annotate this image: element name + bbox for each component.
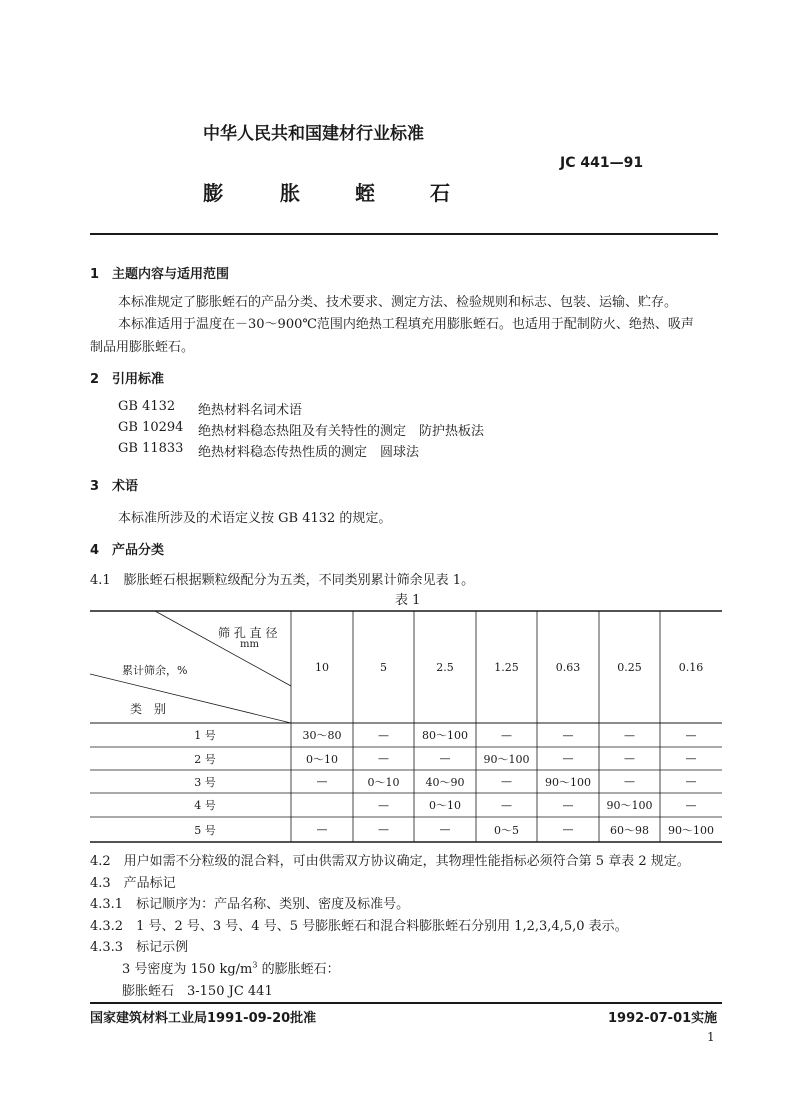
table-cell: — xyxy=(316,775,328,788)
table-cell: — xyxy=(624,728,635,742)
standard-number: JC 441—91 xyxy=(560,155,644,171)
section-1-heading: 1 主题内容与适用范围 xyxy=(90,267,230,282)
ref-code: GB 11833 xyxy=(118,441,184,456)
table-cell: 90～100 xyxy=(606,799,653,812)
approval-line: 国家建筑材料工业局1991-09-20批准 xyxy=(90,1011,317,1026)
table-cell: — xyxy=(562,752,574,765)
column-header: 5 xyxy=(380,660,387,674)
ref-code: GB 4132 xyxy=(118,399,176,414)
table-cell: 60～98 xyxy=(610,823,649,837)
clause-4-3-1: 4.3.1 标记顺序为：产品名称、类别、密度及标准号。 xyxy=(90,897,410,912)
page-number: 1 xyxy=(707,1030,715,1044)
org-title: 中华人民共和国建材行业标准 xyxy=(203,124,424,144)
clause-4-3-2: 4.3.2 1 号、2 号、3 号、4 号、5 号膨胀蛭石和混合料膨胀蛭石分别用 1,2,3,4,5,0 表示。 xyxy=(90,919,628,934)
table-cell: — xyxy=(685,775,697,788)
column-header: 2.5 xyxy=(436,660,454,674)
clause-4-2: 4.2 用户如需不分粒级的混合料，可由供需双方协议确定，其物理性能指标必须符合第 5 章表 2 规定。 xyxy=(90,854,690,869)
footer-rule xyxy=(90,1002,722,1004)
clause-4-3: 4.3 产品标记 xyxy=(90,876,176,891)
table-cell: — xyxy=(378,823,389,836)
table-cell: — xyxy=(439,752,451,765)
table-cell: — xyxy=(562,823,574,836)
section-1-paragraph-1: 本标准规定了膨胀蛭石的产品分类、技术要求、测定方法、检验规则和标志、包装、运输、贮存。 xyxy=(118,295,678,310)
table-cell: 0～10 xyxy=(429,799,461,812)
column-header: 10 xyxy=(315,660,329,674)
row-label: 2 号 xyxy=(194,752,216,766)
section-4-heading: 4 产品分类 xyxy=(90,543,165,558)
section-2-heading: 2 引用标准 xyxy=(90,372,165,387)
table-cell: 90～100 xyxy=(668,823,714,837)
row-label: 3 号 xyxy=(194,775,216,789)
table-cell: 0～5 xyxy=(494,823,519,837)
section-1-paragraph-2-cont: 制品用膨胀蛭石。 xyxy=(90,340,195,355)
table-cell: — xyxy=(378,798,389,812)
table-cell: — xyxy=(624,775,635,788)
table-cell: 0～10 xyxy=(306,752,338,766)
column-header: 0.16 xyxy=(678,660,704,674)
table-cell: 0～10 xyxy=(367,775,400,789)
ref-title: 绝热材料稳态传热性质的测定 圆球法 xyxy=(198,445,420,460)
clause-4-1: 4.1 膨胀蛭石根据颗粒级配分为五类，不同类别累计筛余见表 1。 xyxy=(90,573,475,588)
table-header-category: 类 别 xyxy=(130,702,167,716)
row-label: 1 号 xyxy=(194,729,216,742)
table-cell: 80～100 xyxy=(422,729,468,742)
table-cell: — xyxy=(685,728,697,742)
table-cell: — xyxy=(501,775,512,788)
title-char: 胀 xyxy=(280,181,300,205)
table-header-sieve: 筛 孔 直 径 xyxy=(218,626,278,640)
ref-code: GB 10294 xyxy=(118,420,184,435)
table-caption: 表 1 xyxy=(395,593,421,608)
superscript: 3 xyxy=(252,960,258,970)
column-header: 1.25 xyxy=(494,660,519,674)
marking-example: 膨胀蛭石 3-150 JC 441 xyxy=(122,984,273,999)
table-cell: — xyxy=(378,728,389,742)
example-text: 3 号密度为 150 kg/m xyxy=(122,962,253,977)
row-label: 5 号 xyxy=(194,823,216,837)
table-cell: — xyxy=(685,752,697,765)
table-cell: — xyxy=(439,823,451,836)
row-label: 4 号 xyxy=(194,799,216,812)
marking-example-desc xyxy=(122,958,340,977)
ref-title: 绝热材料名词术语 xyxy=(198,403,303,418)
column-header: 0.25 xyxy=(617,660,642,674)
table-cell xyxy=(291,793,353,817)
clause-4-3-3: 4.3.3 标记示例 xyxy=(90,940,189,955)
table-cell: — xyxy=(501,798,512,812)
section-3-paragraph: 本标准所涉及的术语定义按 GB 4132 的规定。 xyxy=(118,511,392,526)
table-cell: — xyxy=(685,798,697,812)
column-header: 0.63 xyxy=(555,660,581,674)
table-cell: — xyxy=(624,752,635,765)
ref-title: 绝热材料稳态热阻及有关特性的测定 防护热板法 xyxy=(198,424,485,439)
effective-date: 1992-07-01实施 xyxy=(608,1011,718,1026)
table-header-residue: 累计筛余，% xyxy=(122,664,188,677)
table-cell: 90～100 xyxy=(483,752,530,766)
section-3-heading: 3 术语 xyxy=(90,479,139,494)
table-cell: 90～100 xyxy=(545,775,591,789)
table-cell: — xyxy=(562,798,574,812)
table-cell: — xyxy=(562,728,574,742)
table-cell: — xyxy=(316,823,328,836)
table-cell: — xyxy=(501,728,512,742)
example-text-end: 的膨胀蛭石： xyxy=(257,962,340,977)
table-cell: — xyxy=(378,752,389,765)
table-header-unit: mm xyxy=(240,639,259,650)
section-1-paragraph-2: 本标准适用于温度在－30～900℃范围内绝热工程填充用膨胀蛭石。也适用于配制防火、绝热、吸声 xyxy=(118,317,694,332)
title-char: 膨 xyxy=(203,181,223,205)
table-cell: 40～90 xyxy=(425,775,465,789)
title-char: 蛭 xyxy=(355,181,375,205)
title-char: 石 xyxy=(430,181,450,205)
table-cell: 30～80 xyxy=(302,729,342,742)
